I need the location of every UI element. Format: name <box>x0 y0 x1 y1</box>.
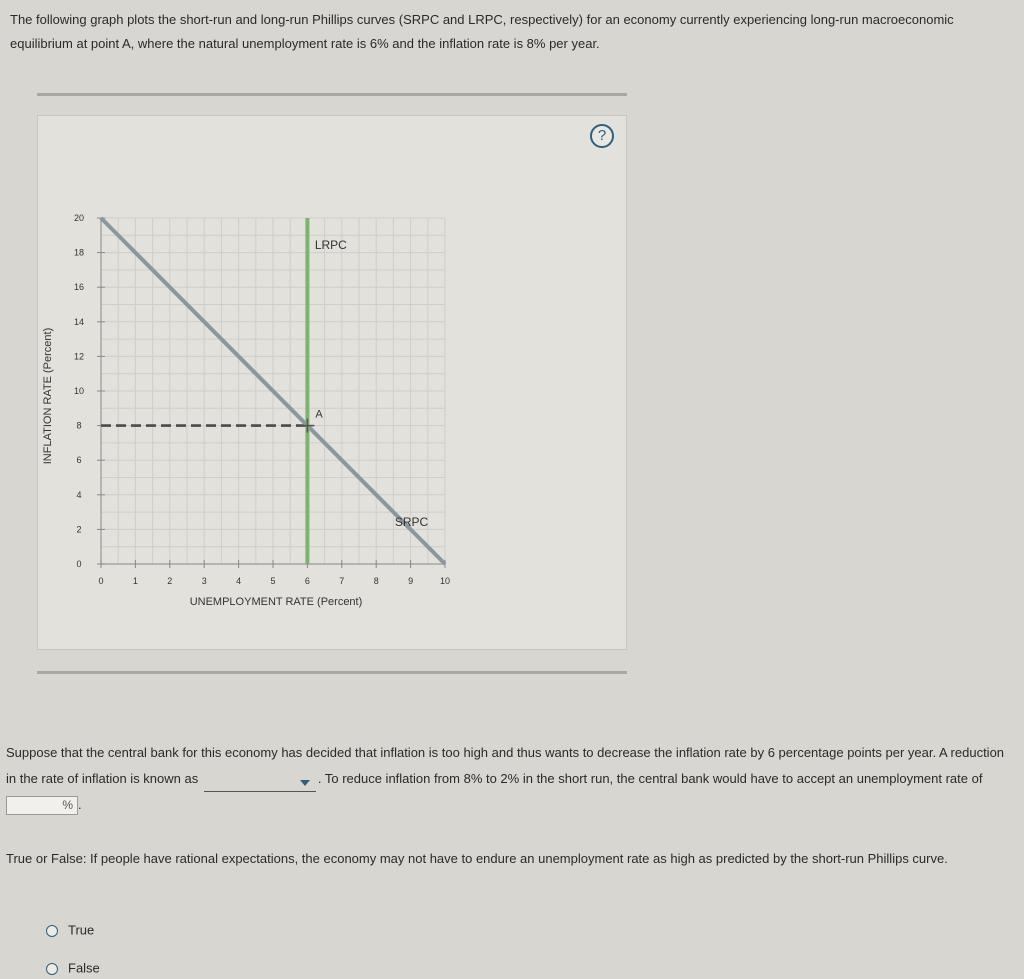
radio-false-label: False <box>68 960 100 976</box>
term-dropdown[interactable] <box>204 773 316 792</box>
question-2-lead: True or False: <box>6 851 87 866</box>
unemployment-rate-input[interactable] <box>6 796 78 815</box>
y-tick-label: 2 <box>76 524 82 535</box>
x-tick-label: 0 <box>98 576 104 586</box>
y-tick-label: 6 <box>76 455 82 466</box>
y-tick-label: 18 <box>73 247 85 258</box>
chevron-down-icon <box>300 780 310 786</box>
x-tick-label: 7 <box>339 576 345 586</box>
point-a-label: A <box>315 408 323 421</box>
question-1-text-a: Suppose that the central bank for this economy has decided that inflation is too high and thus wants to decrease the inflation rate by 6 percentage points per year. A reduction in the rate of inflation is known as <box>6 745 1005 786</box>
x-tick-label: 8 <box>373 576 379 586</box>
x-tick-label: 5 <box>270 576 276 586</box>
x-tick-label: 2 <box>167 576 173 586</box>
y-tick-label: 8 <box>76 420 82 431</box>
question-2 <box>6 846 1014 872</box>
bottom-divider <box>37 671 627 674</box>
help-icon[interactable]: ? <box>590 124 614 148</box>
radio-true-label: True <box>68 922 95 938</box>
y-tick-label: 16 <box>73 282 85 293</box>
lrpc-label: LRPC <box>314 238 347 253</box>
question-2-text: If people have rational expectations, the economy may not have to endure an unemployment rate as high as predicted by the short-run Phillips curve. <box>86 851 948 866</box>
question-1-text-b: . To reduce inflation from 8% to 2% in the short run, the central bank would have to accept an unemployment rate of <box>317 771 983 786</box>
y-tick-label: 20 <box>73 213 85 223</box>
y-tick-label: 10 <box>73 386 85 396</box>
y-tick-label: 0 <box>76 559 82 569</box>
x-axis-label: UNEMPLOYMENT RATE (Percent) <box>189 596 363 608</box>
percent-unit: % <box>62 798 73 813</box>
x-tick-label: 3 <box>201 576 207 586</box>
radio-true-circle[interactable] <box>46 925 58 937</box>
x-tick-label: 9 <box>408 576 414 586</box>
question-1 <box>6 740 1014 818</box>
x-tick-label: 10 <box>439 576 451 586</box>
radio-false-circle[interactable] <box>46 963 58 975</box>
x-tick-label: 4 <box>236 576 242 586</box>
question-1-end: . <box>78 797 82 812</box>
y-tick-label: 4 <box>76 489 82 500</box>
y-tick-label: 12 <box>73 351 85 362</box>
intro-text: The following graph plots the short-run and long-run Phillips curves (SRPC and LRPC, respectively) for an economy currently experiencing long-run macroeconomic equilibrium at point A, where the natural unemployment rate is 6% and the inflation rate is 8% per year. <box>10 12 954 51</box>
y-tick-label: 14 <box>73 316 85 327</box>
x-tick-label: 6 <box>304 576 310 586</box>
x-tick-label: 1 <box>132 576 138 586</box>
radio-false[interactable] <box>46 958 100 978</box>
y-axis-label: INFLATION RATE (Percent) <box>42 327 54 465</box>
radio-true[interactable] <box>46 920 94 940</box>
srpc-label: SRPC <box>394 514 429 529</box>
